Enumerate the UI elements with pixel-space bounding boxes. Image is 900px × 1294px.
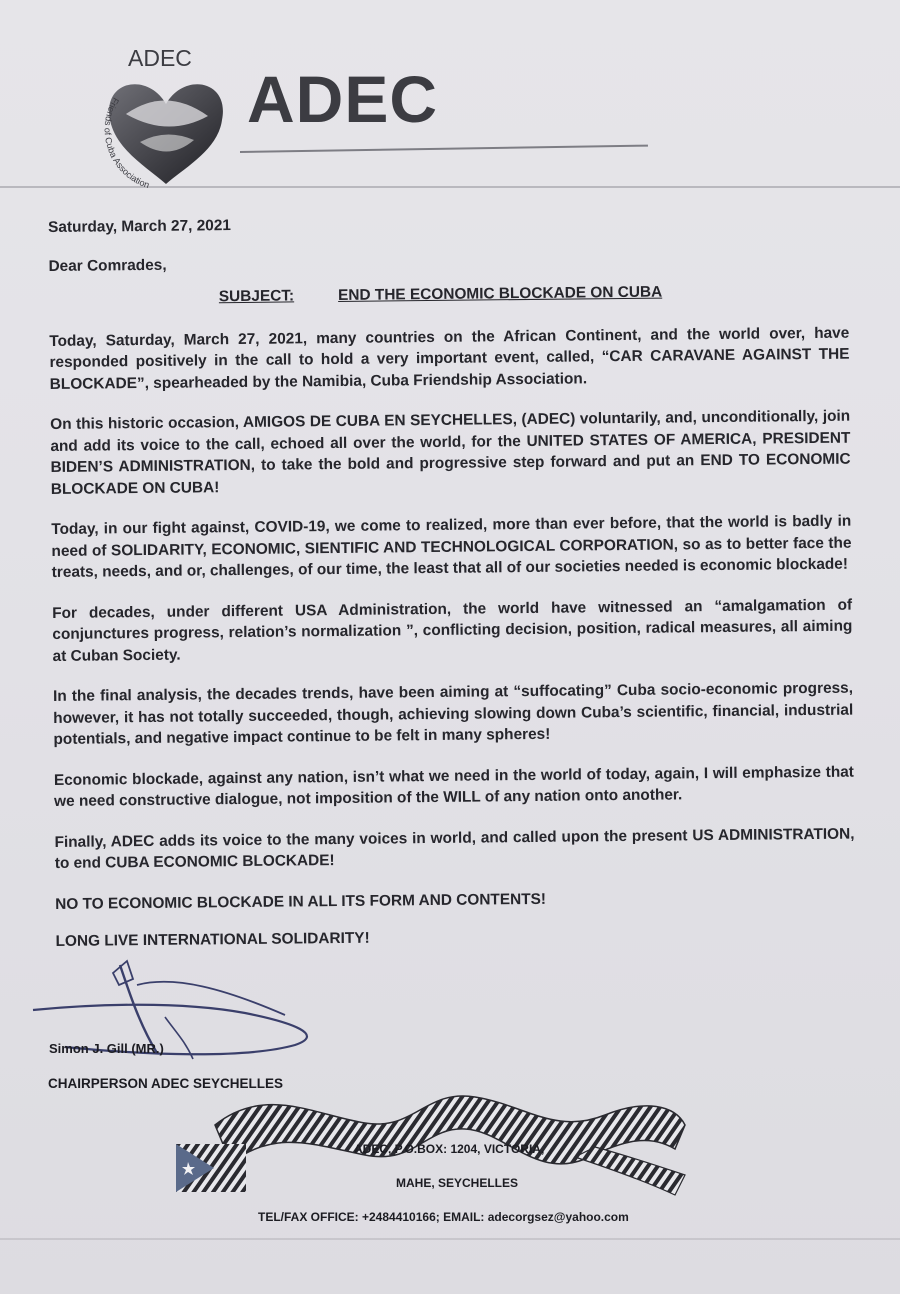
letter-date: Saturday, March 27, 2021 <box>48 217 231 236</box>
letter-greeting: Dear Comrades, <box>48 256 167 275</box>
cuba-flag-icon <box>176 1144 246 1192</box>
subject-text: END THE ECONOMIC BLOCKADE ON CUBA <box>338 283 663 304</box>
letter-body <box>48 209 856 969</box>
paragraph-5: In the final analysis, the decades trends, have been aiming at “suffocating” Cuba socio-economic progress, however, it has not totally succeeded, though, achieving slowing down Cuba’s scientific, financial, industrial potentials, and negative impact continue to be felt in many spheres! <box>52 679 854 748</box>
paragraph-4: For decades, under different USA Administration, the world have witnessed an “amalgamation of conjunctures progress, relation’s normalization ”, conflicting decision, position, radical measures, all aiming at Cuban Society. <box>52 596 853 665</box>
subject-line <box>219 280 849 308</box>
org-wordmark: ADEC <box>247 62 439 136</box>
header-rule <box>240 145 648 153</box>
subject-label: SUBJECT: <box>218 287 295 306</box>
paragraph-6: Economic blockade, against any nation, isn’t what we need in the world of today, again, I will emphasize that we need constructive dialogue, not imposition of the WILL of any nation onto another. <box>53 763 854 810</box>
address-line-1: ADEC, P.O.BOX: 1204, VICTORIA, <box>354 1142 545 1156</box>
paragraph-1: Today, Saturday, March 27, 2021, many countries on the African Continent, and the world over, have responded positively in the call to hold a very important event, called, “CAR CARAVANE AGAINST THE BLOCKADE”, spearheaded by the Namibia, Cuba Friendship Association. <box>49 324 850 393</box>
paragraph-3: Today, in our fight against, COVID-19, we come to realized, more than ever before, that the world is badly in need of SOLIDARITY, ECONOMIC, SIENTIFIC AND TECHNOLOGICAL CORPORATION, so as to better face the treats, needs, and or, challenges, of our time, the least that all of our societies needed is economic blockade! <box>51 512 852 581</box>
paragraph-2: On this historic occasion, AMIGOS DE CUBA EN SEYCHELLES, (ADEC) voluntarily, and, unconditionally, join and add its voice to the call, echoed all over the world, for the UNITED STATES OF AMERICA, PRESIDENT BIDEN’S ADMINISTRATION, to take the bold and progressive step forward and put an END TO ECONOMIC BLOCKADE ON CUBA! <box>50 407 851 498</box>
contact-line: TEL/FAX OFFICE: +2484410166; EMAIL: adecorgsez@yahoo.com <box>258 1210 629 1224</box>
signer-role: CHAIRPERSON ADEC SEYCHELLES <box>48 1076 284 1091</box>
slogan-no-blockade: NO TO ECONOMIC BLOCKADE IN ALL ITS FORM AND CONTENTS! <box>55 890 547 913</box>
paragraph-7: Finally, ADEC adds its voice to the many voices in world, and called upon the present US ADMINISTRATION, to end CUBA ECONOMIC BLOCKADE! <box>54 825 855 872</box>
logo-arc-text: ADEC <box>128 45 192 71</box>
signer-name: Simon J. Gill (MR.) <box>49 1041 164 1056</box>
adec-logo <box>96 42 236 192</box>
slogan-solidarity: LONG LIVE INTERNATIONAL SOLIDARITY! <box>55 929 370 950</box>
logo-ring-text: Friends of Cuba Association <box>102 95 151 191</box>
page-fold-bottom <box>0 1238 900 1240</box>
address-line-2: MAHE, SEYCHELLES <box>396 1176 519 1190</box>
